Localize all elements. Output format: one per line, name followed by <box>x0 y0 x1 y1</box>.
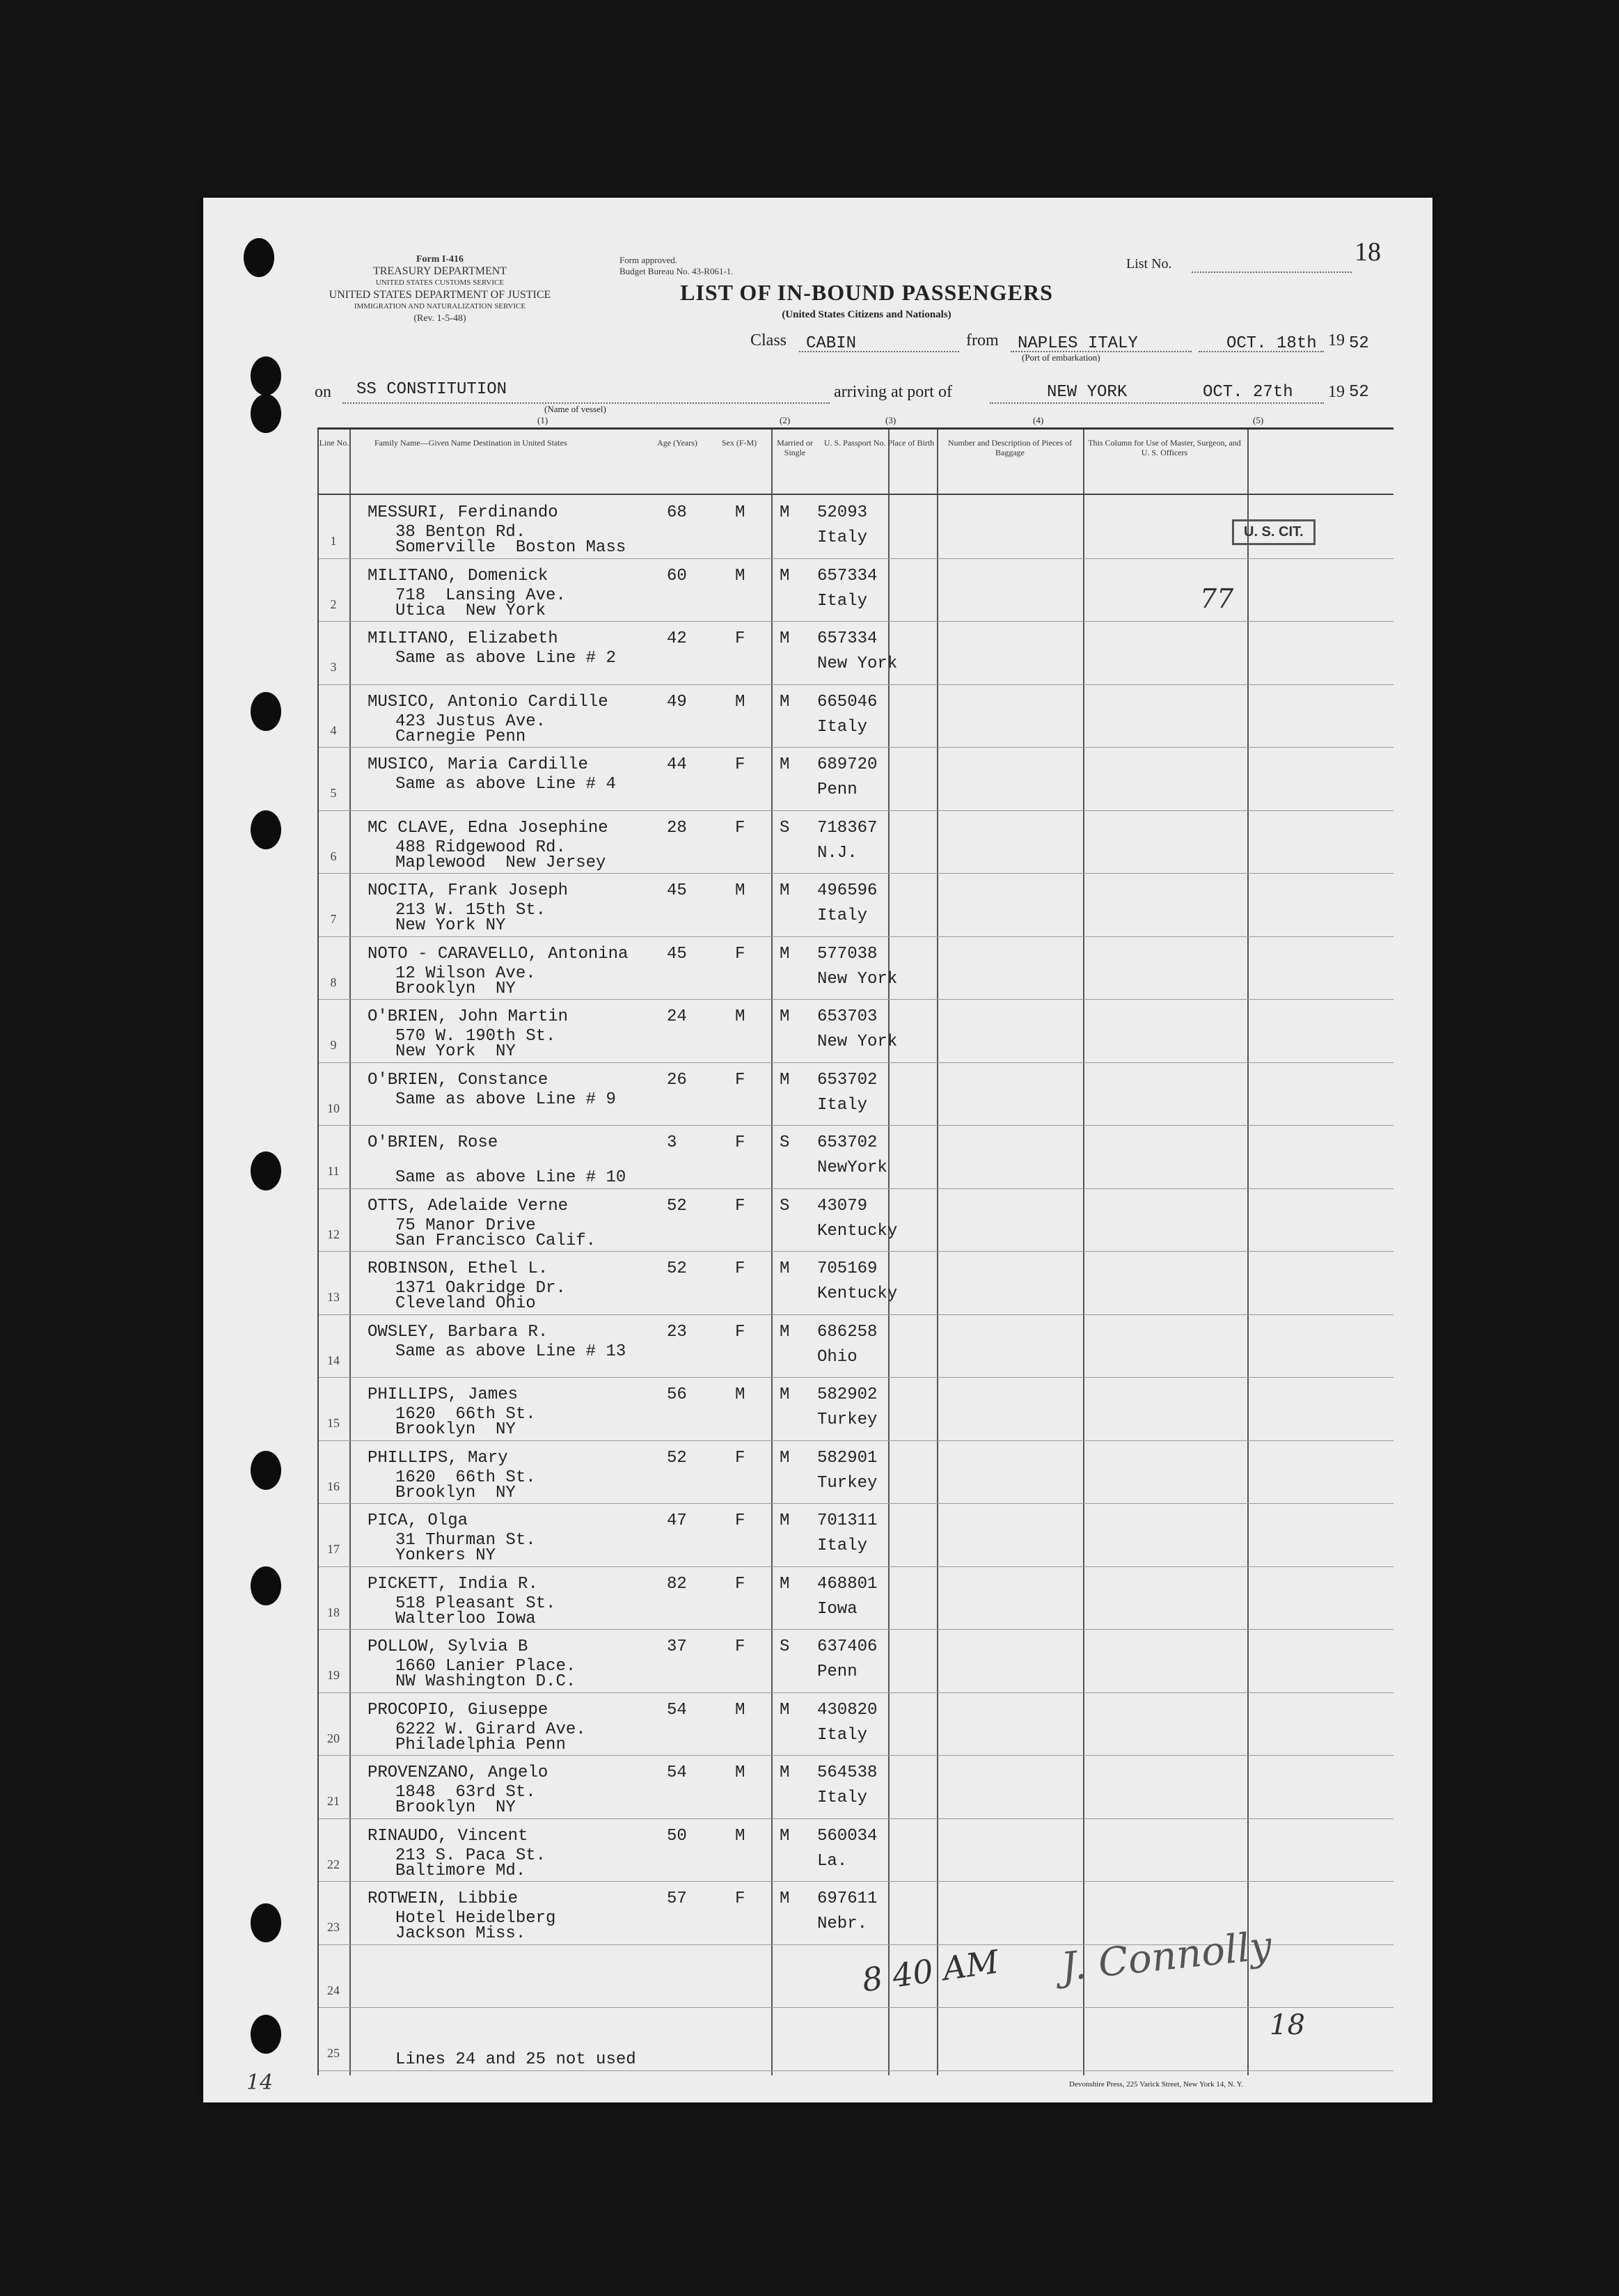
sex: M <box>735 692 745 711</box>
place-of-birth: New York <box>817 1032 898 1051</box>
line-number: 19 <box>327 1668 340 1682</box>
age: 28 <box>667 818 687 838</box>
sex: F <box>735 1259 745 1278</box>
arriving-label: arriving at port of <box>834 383 952 401</box>
age: 44 <box>667 755 687 774</box>
marital-status: M <box>780 1826 790 1846</box>
line-number: 6 <box>330 849 337 863</box>
age: 56 <box>667 1385 687 1404</box>
treasury-dept: TREASURY DEPARTMENT <box>372 265 507 277</box>
passenger-name: OTTS, Adelaide Verne <box>368 1196 569 1216</box>
marital-status: S <box>780 818 790 838</box>
address-line-2: San Francisco Calif. <box>395 1231 597 1250</box>
place-of-birth: Penn <box>817 780 858 799</box>
punch-hole <box>251 394 281 433</box>
col-head-officers: This Column for Use of Master, Surgeon, and U. S. Officers <box>1088 438 1241 457</box>
line-number: 20 <box>327 1731 340 1745</box>
on-label: on <box>315 383 331 401</box>
passport-number: 582902 <box>817 1385 878 1404</box>
line-number: 3 <box>330 660 337 674</box>
arrival-line <box>990 402 1324 404</box>
line-number: 8 <box>330 975 337 989</box>
passenger-name: POLLOW, Sylvia B <box>368 1637 528 1656</box>
passport-number: 653703 <box>817 1007 878 1026</box>
table-row <box>319 1629 1393 1690</box>
departure-year: 52 <box>1349 334 1369 353</box>
from-port: NAPLES ITALY <box>1018 334 1138 353</box>
line-number: 23 <box>327 1920 340 1934</box>
address-line-2: Somerville Boston Mass <box>395 538 626 557</box>
passenger-name: MC CLAVE, Edna Josephine <box>368 818 608 838</box>
table-row <box>319 999 1393 1060</box>
address-line-2: Utica New York <box>395 601 546 620</box>
col-num-4: (4) <box>1033 415 1044 425</box>
table-row <box>319 1062 1393 1124</box>
passenger-name: ROTWEIN, Libbie <box>368 1889 519 1908</box>
arrival-year: 52 <box>1349 383 1369 402</box>
address-line-1: 1620 66th St. <box>395 1405 536 1424</box>
place-of-birth: Italy <box>817 1536 868 1555</box>
col-head-name: Family Name—Given Name Destination in United States <box>374 438 567 448</box>
place-of-birth: New York <box>817 969 898 989</box>
marital-status: M <box>780 629 790 648</box>
list-no-line <box>1192 272 1352 273</box>
passport-number: 496596 <box>817 881 878 900</box>
sex: F <box>735 1196 745 1216</box>
document-subtitle: (United States Citizens and Nationals) <box>782 309 951 320</box>
punch-hole <box>251 692 281 731</box>
passport-number: 430820 <box>817 1700 878 1720</box>
address-line-2: Brooklyn NY <box>395 1483 516 1502</box>
marital-status: M <box>780 1322 790 1342</box>
col-head-sex: Sex (F-M) <box>721 438 757 448</box>
marital-status: M <box>780 1511 790 1530</box>
document-title: LIST OF IN-BOUND PASSENGERS <box>680 280 1053 305</box>
marital-status: M <box>780 1889 790 1908</box>
ins-service: IMMIGRATION AND NATURALIZATION SERVICE <box>354 302 526 310</box>
punch-hole <box>251 1566 281 1605</box>
age: 24 <box>667 1007 687 1026</box>
address-line-1: 213 S. Paca St. <box>395 1846 546 1865</box>
passenger-name: PHILLIPS, James <box>368 1385 519 1404</box>
place-of-birth: La. <box>817 1851 848 1871</box>
line-number: 13 <box>327 1290 340 1304</box>
passport-number: 637406 <box>817 1637 878 1656</box>
place-of-birth: Italy <box>817 1095 868 1115</box>
line-number: 15 <box>327 1416 340 1430</box>
marital-status: M <box>780 1259 790 1278</box>
table-row <box>319 621 1393 682</box>
passenger-name: PROVENZANO, Angelo <box>368 1763 548 1782</box>
address-line-2: Carnegie Penn <box>395 727 526 746</box>
age: 23 <box>667 1322 687 1342</box>
address-line-1: 570 W. 190th St. <box>395 1027 556 1046</box>
passport-number: 705169 <box>817 1259 878 1278</box>
address-line-2: Brooklyn NY <box>395 979 516 998</box>
age: 3 <box>667 1133 677 1152</box>
passport-number: 697611 <box>817 1889 878 1908</box>
departure-date: OCT. 18th <box>1226 334 1317 353</box>
table-row <box>319 1755 1393 1816</box>
sex: F <box>735 1637 745 1656</box>
sex: M <box>735 1826 745 1846</box>
table-row <box>319 1314 1393 1376</box>
passport-number: 701311 <box>817 1511 878 1530</box>
passenger-name: PICA, Olga <box>368 1511 468 1530</box>
marital-status: M <box>780 1007 790 1026</box>
punch-hole <box>251 1151 281 1190</box>
address-line-2: NW Washington D.C. <box>395 1672 576 1691</box>
passenger-name: MILITANO, Domenick <box>368 566 548 585</box>
row-divider <box>319 2070 1393 2071</box>
table-row <box>319 1125 1393 1186</box>
table-row <box>319 1566 1393 1628</box>
line-number: 11 <box>327 1164 340 1178</box>
passport-number: 689720 <box>817 755 878 774</box>
place-of-birth: Ohio <box>817 1347 858 1367</box>
marital-status: M <box>780 944 790 964</box>
col-num-2: (2) <box>780 415 791 425</box>
sex: F <box>735 944 745 964</box>
place-of-birth: Italy <box>817 591 868 611</box>
table-row <box>319 873 1393 934</box>
place-of-birth: New York <box>817 654 898 673</box>
table-row <box>319 1188 1393 1250</box>
address-line-1: 1620 66th St. <box>395 1468 536 1487</box>
marital-status: M <box>780 1448 790 1468</box>
age: 50 <box>667 1826 687 1846</box>
line-number: 12 <box>327 1227 340 1241</box>
passport-number: 653702 <box>817 1133 878 1152</box>
address-line-2: Same as above Line # 10 <box>395 1168 626 1187</box>
line-number: 22 <box>327 1857 340 1871</box>
line-number: 1 <box>330 534 337 548</box>
justice-dept: UNITED STATES DEPARTMENT OF JUSTICE <box>329 289 551 301</box>
us-citizen-stamp: U. S. CIT. <box>1232 519 1316 545</box>
address-line-2: Maplewood New Jersey <box>395 853 606 872</box>
sex: M <box>735 1700 745 1720</box>
address-line-1: 518 Pleasant St. <box>395 1594 556 1613</box>
age: 26 <box>667 1070 687 1090</box>
document-page <box>203 198 1432 2102</box>
age: 54 <box>667 1700 687 1720</box>
passenger-name: NOTO - CARAVELLO, Antonina <box>368 944 629 964</box>
sex: M <box>735 566 745 585</box>
place-of-birth: Penn <box>817 1662 858 1681</box>
table-row <box>319 1377 1393 1438</box>
address-line-1: 423 Justus Ave. <box>395 711 546 731</box>
age: 47 <box>667 1511 687 1530</box>
table-row <box>319 810 1393 872</box>
sex: M <box>735 1385 745 1404</box>
passport-number: 577038 <box>817 944 878 964</box>
age: 54 <box>667 1763 687 1782</box>
col-head-married: Married or Single <box>777 438 813 457</box>
punch-hole <box>251 1451 281 1490</box>
passenger-name: NOCITA, Frank Joseph <box>368 881 569 900</box>
address-line-1: 75 Manor Drive <box>395 1216 536 1235</box>
age: 52 <box>667 1448 687 1468</box>
passenger-name: MUSICO, Maria Cardille <box>368 755 588 774</box>
line-number: 10 <box>327 1101 340 1115</box>
address-line-2: New York NY <box>395 916 506 935</box>
punch-hole <box>244 238 274 277</box>
marital-status: M <box>780 755 790 774</box>
age: 49 <box>667 692 687 711</box>
address-line-1: Same as above Line # 4 <box>395 775 616 794</box>
line-number: 4 <box>330 723 337 737</box>
address-line-2: Brooklyn NY <box>395 1798 516 1817</box>
passenger-name: PHILLIPS, Mary <box>368 1448 508 1468</box>
place-of-birth: Italy <box>817 1725 868 1745</box>
age: 45 <box>667 881 687 900</box>
address-line-1: 1848 63rd St. <box>395 1783 536 1802</box>
address-line-2: Walterloo Iowa <box>395 1609 536 1628</box>
table-row <box>319 1503 1393 1564</box>
address-line-2: Yonkers NY <box>395 1546 496 1565</box>
address-line-2: Brooklyn NY <box>395 1420 516 1439</box>
table-row <box>319 1251 1393 1312</box>
table-row <box>319 1818 1393 1880</box>
age: 68 <box>667 503 687 522</box>
marital-status: M <box>780 881 790 900</box>
margin-mark: 14 <box>246 2070 274 2095</box>
col-num-3: (3) <box>885 415 897 425</box>
marital-status: M <box>780 1385 790 1404</box>
year-prefix: 19 <box>1328 331 1345 349</box>
marital-status: S <box>780 1133 790 1152</box>
place-of-birth: N.J. <box>817 843 858 863</box>
passenger-name: RINAUDO, Vincent <box>368 1826 528 1846</box>
punch-hole <box>251 2015 281 2054</box>
table-row <box>319 747 1393 808</box>
line-number: 17 <box>327 1542 340 1556</box>
approval-block <box>619 255 734 277</box>
marital-status: M <box>780 1700 790 1720</box>
table-row <box>319 1440 1393 1502</box>
marital-status: S <box>780 1196 790 1216</box>
form-number: Form I-416 <box>416 254 464 265</box>
col-head-age: Age (Years) <box>657 438 697 448</box>
passenger-name: OWSLEY, Barbara R. <box>368 1322 548 1342</box>
page-mark: 18 <box>1270 2009 1305 2041</box>
marital-status: S <box>780 1637 790 1656</box>
table-row <box>319 684 1393 746</box>
address-line-2: Baltimore Md. <box>395 1861 526 1880</box>
line-number: 2 <box>330 597 337 611</box>
passenger-count: 77 <box>1200 583 1234 614</box>
passenger-name: ROBINSON, Ethel L. <box>368 1259 548 1278</box>
passport-number: 468801 <box>817 1574 878 1594</box>
punch-hole <box>251 356 281 395</box>
arrival-time-note: 8 40 AM <box>860 1942 1002 1999</box>
line-number: 14 <box>327 1353 340 1367</box>
vessel-name: SS CONSTITUTION <box>356 380 507 399</box>
line-number: 9 <box>330 1038 337 1052</box>
address-line-1: 6222 W. Girard Ave. <box>395 1720 586 1739</box>
marital-status: M <box>780 1574 790 1594</box>
passenger-name: MESSURI, Ferdinando <box>368 503 558 522</box>
address-line-1: 12 Wilson Ave. <box>395 964 536 983</box>
line-number: 24 <box>327 1983 340 1997</box>
place-of-birth: Turkey <box>817 1410 878 1429</box>
place-of-birth: Turkey <box>817 1473 878 1493</box>
class-label: Class <box>750 331 787 349</box>
address-line-1: 31 Thurman St. <box>395 1531 536 1550</box>
sex: F <box>735 1448 745 1468</box>
address-line-1: 213 W. 15th St. <box>395 901 546 920</box>
port-note: (Port of embarkation) <box>1022 352 1100 363</box>
passenger-name: O'BRIEN, Rose <box>368 1133 498 1152</box>
age: 45 <box>667 944 687 964</box>
passenger-name: PICKETT, India R. <box>368 1574 538 1594</box>
passport-number: 665046 <box>817 692 878 711</box>
place-of-birth: NewYork <box>817 1158 887 1177</box>
place-of-birth: Italy <box>817 528 868 547</box>
arrival-date: OCT. 27th <box>1203 383 1293 402</box>
sex: F <box>735 1322 745 1342</box>
passenger-name: O'BRIEN, Constance <box>368 1070 548 1090</box>
punch-hole <box>251 1903 281 1942</box>
age: 57 <box>667 1889 687 1908</box>
age: 52 <box>667 1196 687 1216</box>
passport-number: 43079 <box>817 1196 868 1216</box>
marital-status: M <box>780 692 790 711</box>
printer-credit: Devonshire Press, 225 Varick Street, New York 14, N. Y. <box>1069 2080 1244 2089</box>
marital-status: M <box>780 503 790 522</box>
marital-status: M <box>780 1070 790 1090</box>
place-of-birth: Kentucky <box>817 1221 898 1241</box>
form-approved: Form approved. <box>619 255 678 265</box>
sex: F <box>735 755 745 774</box>
customs-service: UNITED STATES CUSTOMS SERVICE <box>375 278 505 287</box>
place-of-birth: Italy <box>817 1788 868 1807</box>
place-of-birth: Nebr. <box>817 1914 868 1933</box>
passenger-name: MILITANO, Elizabeth <box>368 629 558 648</box>
address-line-1: 1660 Lanier Place. <box>395 1657 576 1676</box>
table-row <box>319 2007 1393 2068</box>
line-number: 7 <box>330 912 337 926</box>
age: 82 <box>667 1574 687 1594</box>
sex: M <box>735 503 745 522</box>
vessel-note: (Name of vessel) <box>544 404 606 414</box>
passport-number: 657334 <box>817 629 878 648</box>
address-line-1: 718 Lansing Ave. <box>395 585 566 605</box>
arrival-port: NEW YORK <box>1047 383 1128 402</box>
age: 52 <box>667 1259 687 1278</box>
col-head-baggage: Number and Description of Pieces of Baggage <box>947 438 1073 457</box>
budget-bureau: Budget Bureau No. 43-R061-1. <box>619 266 734 276</box>
address-line-2: Philadelphia Penn <box>395 1735 566 1754</box>
line-number: 21 <box>327 1794 340 1808</box>
age: 60 <box>667 566 687 585</box>
address-line-1: 488 Ridgewood Rd. <box>395 838 566 857</box>
table-row <box>319 936 1393 998</box>
sex: F <box>735 629 745 648</box>
col-num-5: (5) <box>1253 415 1264 425</box>
address-line-2: Cleveland Ohio <box>395 1294 536 1313</box>
sex: F <box>735 1511 745 1530</box>
passport-number: 686258 <box>817 1322 878 1342</box>
sex: F <box>735 818 745 838</box>
from-label: from <box>966 331 999 349</box>
passenger-table <box>317 427 1393 2075</box>
sex: F <box>735 1070 745 1090</box>
passenger-name: MUSICO, Antonio Cardille <box>368 692 608 711</box>
sex: M <box>735 1763 745 1782</box>
place-of-birth: Italy <box>817 717 868 737</box>
address-line-2: New York NY <box>395 1042 516 1061</box>
punch-hole <box>251 810 281 849</box>
address-line-1: Same as above Line # 2 <box>395 649 616 668</box>
list-no-label: List No. <box>1126 256 1172 272</box>
list-no: 18 <box>1355 237 1381 267</box>
passport-number: 564538 <box>817 1763 878 1782</box>
line-number: 25 <box>327 2046 340 2060</box>
address-line-2: Jackson Miss. <box>395 1924 526 1943</box>
passenger-name: PROCOPIO, Giuseppe <box>368 1700 548 1720</box>
inspector-signature: J. Connolly <box>1059 1923 1274 1990</box>
passenger-name: O'BRIEN, John Martin <box>368 1007 569 1026</box>
class-value: CABIN <box>806 334 857 353</box>
address-line-1: 1371 Oakridge Dr. <box>395 1279 566 1298</box>
marital-status: M <box>780 1763 790 1782</box>
place-of-birth: Kentucky <box>817 1284 898 1303</box>
marital-status: M <box>780 566 790 585</box>
passport-number: 582901 <box>817 1448 878 1468</box>
passport-number: 52093 <box>817 503 868 522</box>
address-line-1: 38 Benton Rd. <box>395 523 526 542</box>
table-row <box>319 1692 1393 1754</box>
passport-number: 653702 <box>817 1070 878 1090</box>
sex: M <box>735 1007 745 1026</box>
year-prefix-2: 19 <box>1328 383 1345 401</box>
address-line-2: Lines 24 and 25 not used <box>395 2050 636 2069</box>
age: 42 <box>667 629 687 648</box>
sex: F <box>735 1574 745 1594</box>
passport-number: 560034 <box>817 1826 878 1846</box>
sex: M <box>735 881 745 900</box>
line-number: 18 <box>327 1605 340 1619</box>
col-num-1: (1) <box>537 415 548 425</box>
address-line-1: Hotel Heidelberg <box>395 1909 556 1928</box>
col-head-passport: U. S. Passport No. Place of Birth <box>823 438 935 448</box>
passport-number: 657334 <box>817 566 878 585</box>
line-number: 5 <box>330 786 337 800</box>
address-line-1: Same as above Line # 9 <box>395 1090 616 1109</box>
sex: F <box>735 1133 745 1152</box>
age: 37 <box>667 1637 687 1656</box>
line-number: 16 <box>327 1479 340 1493</box>
place-of-birth: Iowa <box>817 1599 858 1619</box>
place-of-birth: Italy <box>817 906 868 925</box>
address-line-1: Same as above Line # 13 <box>395 1342 626 1361</box>
sex: F <box>735 1889 745 1908</box>
revision: (Rev. 1-5-48) <box>413 313 466 324</box>
passport-number: 718367 <box>817 818 878 838</box>
col-head-line: Line No. <box>319 438 349 448</box>
